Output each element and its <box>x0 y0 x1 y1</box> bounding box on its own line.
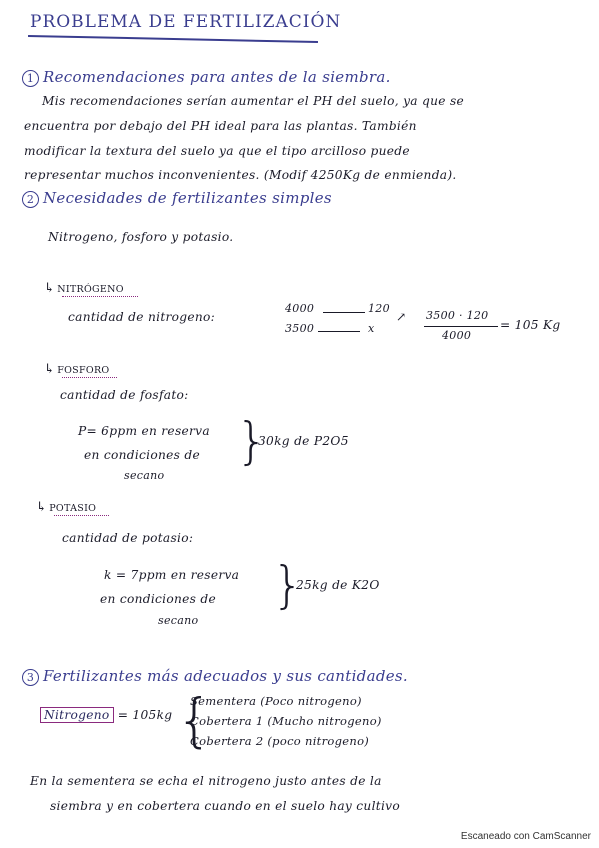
potasio-cond-1: k = 7ppm en reserva <box>104 568 240 582</box>
fosforo-calc-label: cantidad de fosfato: <box>60 388 189 402</box>
section-1-line-1: Mis recomendaciones serían aumentar el PH del suelo, ya que se <box>42 94 465 108</box>
section-1-line-4: representar muchos inconvenientes. (Modif 4250Kg de enmienda). <box>24 168 457 182</box>
section-1-line-2: encuentra por debajo del PH ideal para las plantas. También <box>24 119 417 133</box>
rule-dash-1 <box>323 312 365 313</box>
section-2-number: 2 <box>22 191 39 208</box>
fosforo-cond-1: P= 6ppm en reserva <box>78 424 210 438</box>
application-item-1: Sementera (Poco nitrogeno) <box>190 694 362 708</box>
scanner-watermark: Escaneado con CamScanner <box>460 831 591 842</box>
potasio-calc-label: cantidad de potasio: <box>62 531 194 545</box>
rule-dash-2 <box>318 331 360 332</box>
nitrogeno-amount-line <box>40 708 172 722</box>
section-2-heading <box>22 189 332 208</box>
potasio-brace: } <box>272 556 304 614</box>
section-3-heading <box>22 667 408 686</box>
closing-line-2: siembra y en cobertera cuando en el suelo hay cultivo <box>50 799 400 813</box>
page-title: PROBLEMA DE FERTILIZACIÓN <box>30 12 342 32</box>
section-1-number: 1 <box>22 70 39 87</box>
section-3-title: Fertilizantes más adecuados y sus cantidades. <box>43 667 408 685</box>
potasio-result: 25kg de K2O <box>296 578 380 592</box>
closing-line-1: En la sementera se echa el nitrogeno justo antes de la <box>30 774 382 788</box>
rule-row-1-right: 120 <box>368 302 390 315</box>
potasio-label: POTASIO <box>49 503 97 514</box>
section-3-number: 3 <box>22 669 39 686</box>
application-item-2: Cobertera 1 (Mucho nitrogeno) <box>190 714 382 728</box>
section-1-heading <box>22 68 391 87</box>
arrow-right-icon: ↗ <box>396 310 407 324</box>
rule-row-2-right: x <box>368 322 375 335</box>
arrow-icon: ↳ <box>36 500 48 515</box>
rule-row-1-left: 4000 <box>285 302 315 315</box>
title-underline <box>28 35 318 43</box>
section-1-line-3: modificar la textura del suelo ya que el tipo arcilloso puede <box>24 144 410 158</box>
fosforo-label: FOSFORO <box>57 365 110 376</box>
fraction-denominator: 4000 <box>442 329 472 342</box>
nitrogeno-label: NITRÓGENO <box>57 284 124 295</box>
nitrogeno-underline <box>62 292 138 297</box>
section-2-title: Necesidades de fertilizantes simples <box>43 189 332 207</box>
nutrients-intro: Nitrogeno, fosforo y potasio. <box>48 230 234 244</box>
application-brace: { <box>176 686 213 754</box>
potasio-cond-3: secano <box>158 614 199 627</box>
potasio-cond-2: en condiciones de <box>100 592 217 606</box>
nitrogeno-result: = 105 Kg <box>500 318 561 332</box>
application-item-3: Cobertera 2 (poco nitrogeno) <box>190 734 370 748</box>
fraction-numerator: 3500 · 120 <box>426 309 489 322</box>
fosforo-result: 30kg de P2O5 <box>258 434 349 448</box>
nitrogeno-amount: = 105kg <box>117 708 173 722</box>
nitrogeno-boxed-label: Nitrogeno <box>40 707 114 723</box>
fosforo-cond-3: secano <box>124 469 165 482</box>
rule-row-2-left: 3500 <box>285 322 315 335</box>
fosforo-brace: } <box>236 412 268 470</box>
nitrogeno-calc-label: cantidad de nitrogeno: <box>68 310 216 324</box>
section-1-title: Recomendaciones para antes de la siembra. <box>43 68 391 86</box>
fraction-bar <box>424 326 498 327</box>
fosforo-cond-2: en condiciones de <box>84 448 201 462</box>
arrow-icon: ↳ <box>44 281 56 296</box>
arrow-icon: ↳ <box>44 362 56 377</box>
potasio-underline <box>54 511 109 516</box>
fosforo-underline <box>62 373 117 378</box>
